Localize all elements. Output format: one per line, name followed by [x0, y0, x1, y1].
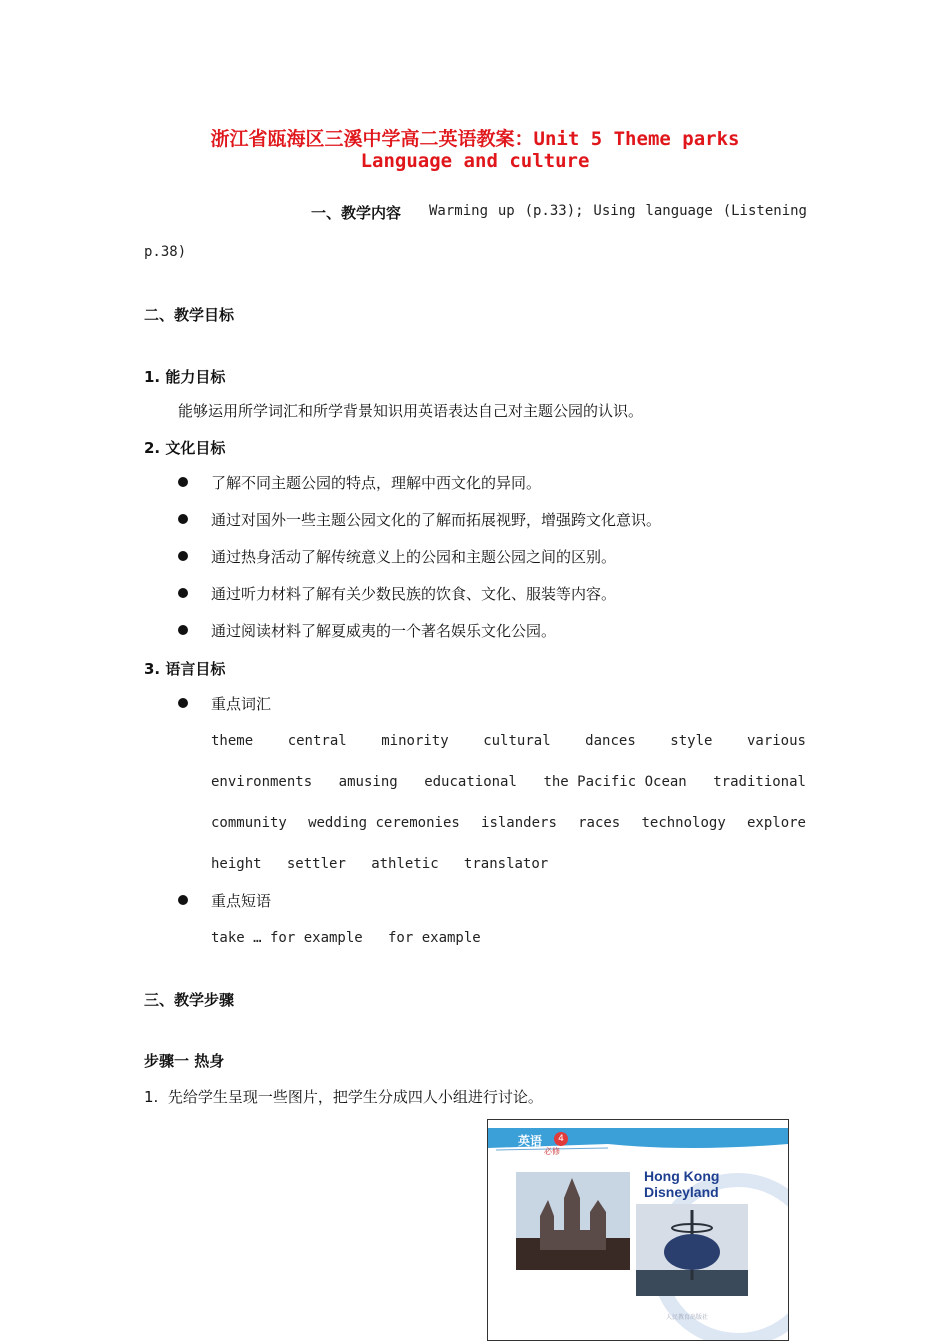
vocab-word: explore [746, 815, 806, 831]
vocab-word: settler [286, 856, 346, 872]
slide-sub: 必修 [544, 1147, 560, 1156]
vocab-word: translator [463, 856, 549, 872]
step1-heading: 步骤一 热身 [144, 1052, 225, 1070]
slide-caption-line1: Hong Kong [644, 1168, 720, 1184]
vocab-word: islanders [481, 815, 557, 831]
section1-content: Warming up (p.33); Using language (Listening [429, 203, 807, 219]
vocab-word: educational [424, 774, 517, 790]
vocab-word: dances [585, 733, 636, 749]
goal2-heading: 2. 文化目标 [144, 439, 226, 457]
section3-heading: 三、教学步骤 [144, 991, 235, 1009]
vocab-word: wedding ceremonies [308, 815, 460, 831]
document-title-line2: Language and culture [360, 150, 590, 172]
vocab-label: 重点词汇 [211, 695, 272, 713]
goal1-text: 能够运用所学词汇和所学背景知识用英语表达自己对主题公园的认识。 [178, 402, 644, 420]
bullet-icon [178, 588, 188, 598]
goal3-heading: 3. 语言目标 [144, 660, 226, 678]
section1-content-cont: p.38) [144, 244, 187, 260]
slide-graphic [488, 1120, 788, 1340]
slide-footer: 人民教育出版社 [666, 1314, 709, 1321]
phrase-list: take … for example for example [211, 930, 481, 946]
vocab-word: central [287, 733, 347, 749]
vocab-line-1 [211, 733, 806, 749]
vocab-word: traditional [713, 774, 806, 790]
vocab-word: theme [211, 733, 254, 749]
goal1-heading: 1. 能力目标 [144, 368, 226, 386]
slide-image [487, 1119, 789, 1341]
slide-header-text: 英语 [518, 1134, 543, 1148]
vocab-line-4 [211, 856, 548, 872]
vocab-word: various [746, 733, 806, 749]
vocab-word: cultural [483, 733, 551, 749]
bullet-icon [178, 625, 188, 635]
culture-bullet-1: 了解不同主题公园的特点，理解中西文化的异同。 [211, 474, 542, 492]
section1-label: 一、教学内容 [311, 204, 402, 222]
bullet-icon [178, 514, 188, 524]
orbitron-sphere [664, 1234, 720, 1270]
vocab-word: technology [641, 815, 726, 831]
vocab-word: minority [381, 733, 449, 749]
phrase-label: 重点短语 [211, 892, 272, 910]
bullet-icon [178, 477, 188, 487]
culture-bullet-4: 通过听力材料了解有关少数民族的饮食、文化、服装等内容。 [211, 585, 617, 603]
step1-item: 1. 先给学生呈现一些图片，把学生分成四人小组进行讨论。 [144, 1088, 543, 1106]
culture-bullet-2: 通过对国外一些主题公园文化的了解而拓展视野，增强跨文化意识。 [211, 511, 662, 529]
vocab-word: style [670, 733, 713, 749]
vocab-word: athletic [371, 856, 439, 872]
bullet-icon [178, 698, 188, 708]
vocab-word: races [578, 815, 621, 831]
vocab-word: height [211, 856, 262, 872]
section2-heading: 二、教学目标 [144, 306, 235, 324]
vocab-line-2 [211, 774, 806, 790]
culture-bullet-5: 通过阅读材料了解夏威夷的一个著名娱乐文化公园。 [211, 622, 557, 640]
vocab-line-3 [211, 815, 806, 831]
bullet-icon [178, 895, 188, 905]
bullet-icon [178, 551, 188, 561]
document-title-line1: 浙江省瓯海区三溪中学高二英语教案：Unit 5 Theme parks [210, 128, 740, 150]
slide-caption [644, 1168, 719, 1200]
culture-bullet-3: 通过热身活动了解传统意义上的公园和主题公园之间的区别。 [211, 548, 617, 566]
slide-caption-line2: Disneyland [644, 1184, 719, 1200]
vocab-word: environments [211, 774, 313, 790]
vocab-word: the Pacific Ocean [543, 774, 687, 790]
vocab-word: amusing [338, 774, 398, 790]
slide-badge: 4 [554, 1132, 568, 1146]
vocab-word: community [211, 815, 287, 831]
